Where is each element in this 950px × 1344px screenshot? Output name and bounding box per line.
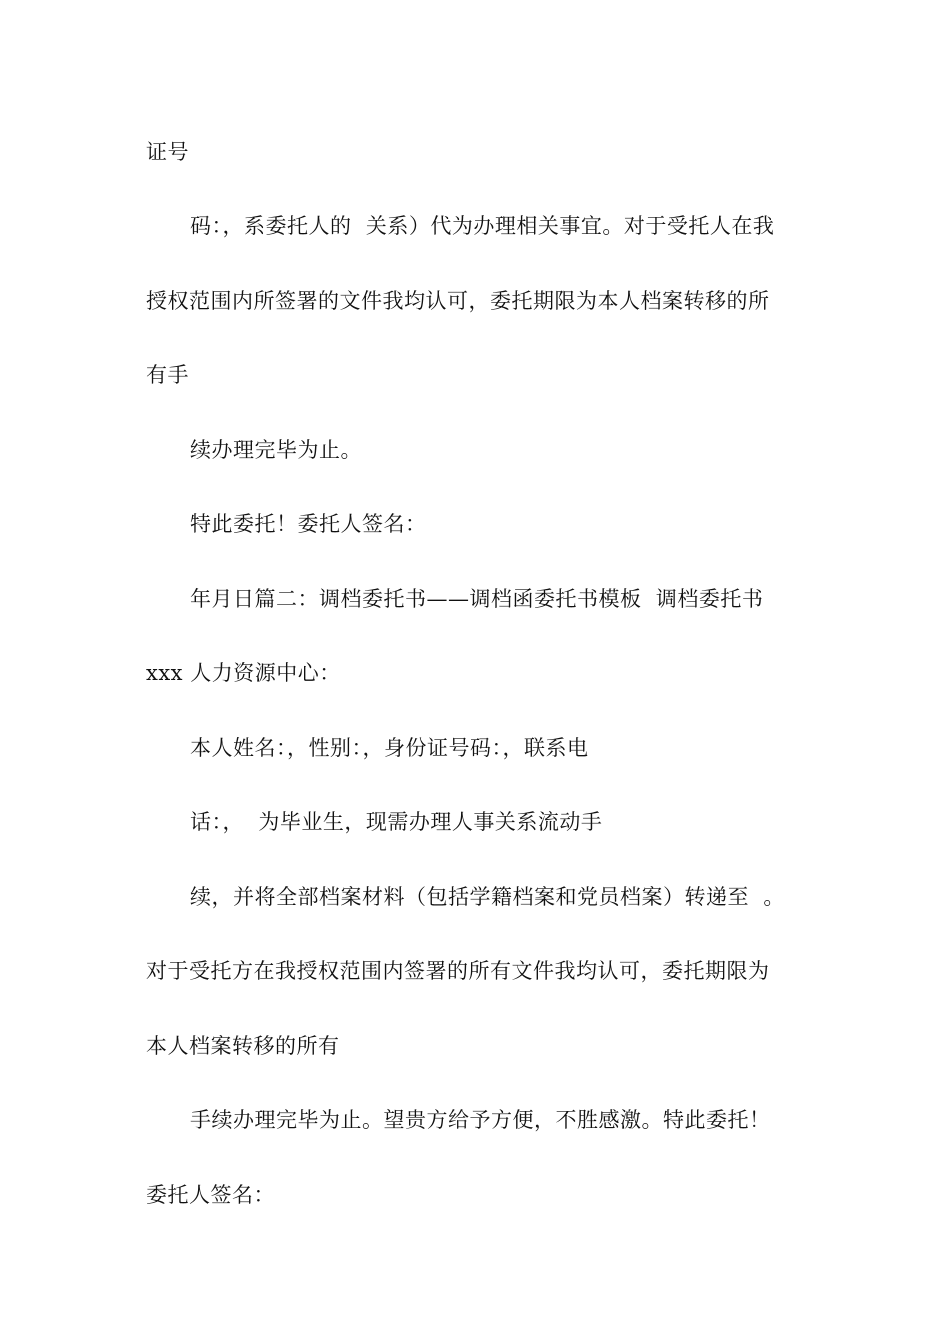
text-line-10: 话：， 为毕业生，现需办理人事关系流动手: [190, 810, 603, 834]
text-line-2: 码：，系委托人的 关系）代为办理相关事宜。对于受托人在我: [190, 214, 775, 238]
text-line-15: 委托人签名：: [146, 1183, 275, 1207]
text-line-8: xxx 人力资源中心：: [146, 661, 341, 685]
text-line-4: 有手: [146, 363, 189, 387]
text-line-11: 续，并将全部档案材料（包括学籍档案和党员档案）转递至 。: [190, 885, 785, 909]
text-line-12: 对于受托方在我授权范围内签署的所有文件我均认可，委托期限为: [146, 959, 770, 983]
text-line-6: 特此委托！委托人签名：: [190, 512, 427, 536]
text-line-1: 证号: [146, 140, 189, 164]
text-line-14: 手续办理完毕为止。望贵方给予方便，不胜感激。特此委托！: [190, 1108, 771, 1132]
text-line-7: 年月日篇二：调档委托书——调档函委托书模板 调档委托书: [190, 587, 764, 611]
text-line-13: 本人档案转移的所有: [146, 1034, 340, 1058]
text-line-5: 续办理完毕为止。: [190, 438, 362, 462]
text-line-9: 本人姓名：，性别：，身份证号码：，联系电: [190, 736, 589, 760]
text-line-3: 授权范围内所签署的文件我均认可，委托期限为本人档案转移的所: [146, 289, 770, 313]
